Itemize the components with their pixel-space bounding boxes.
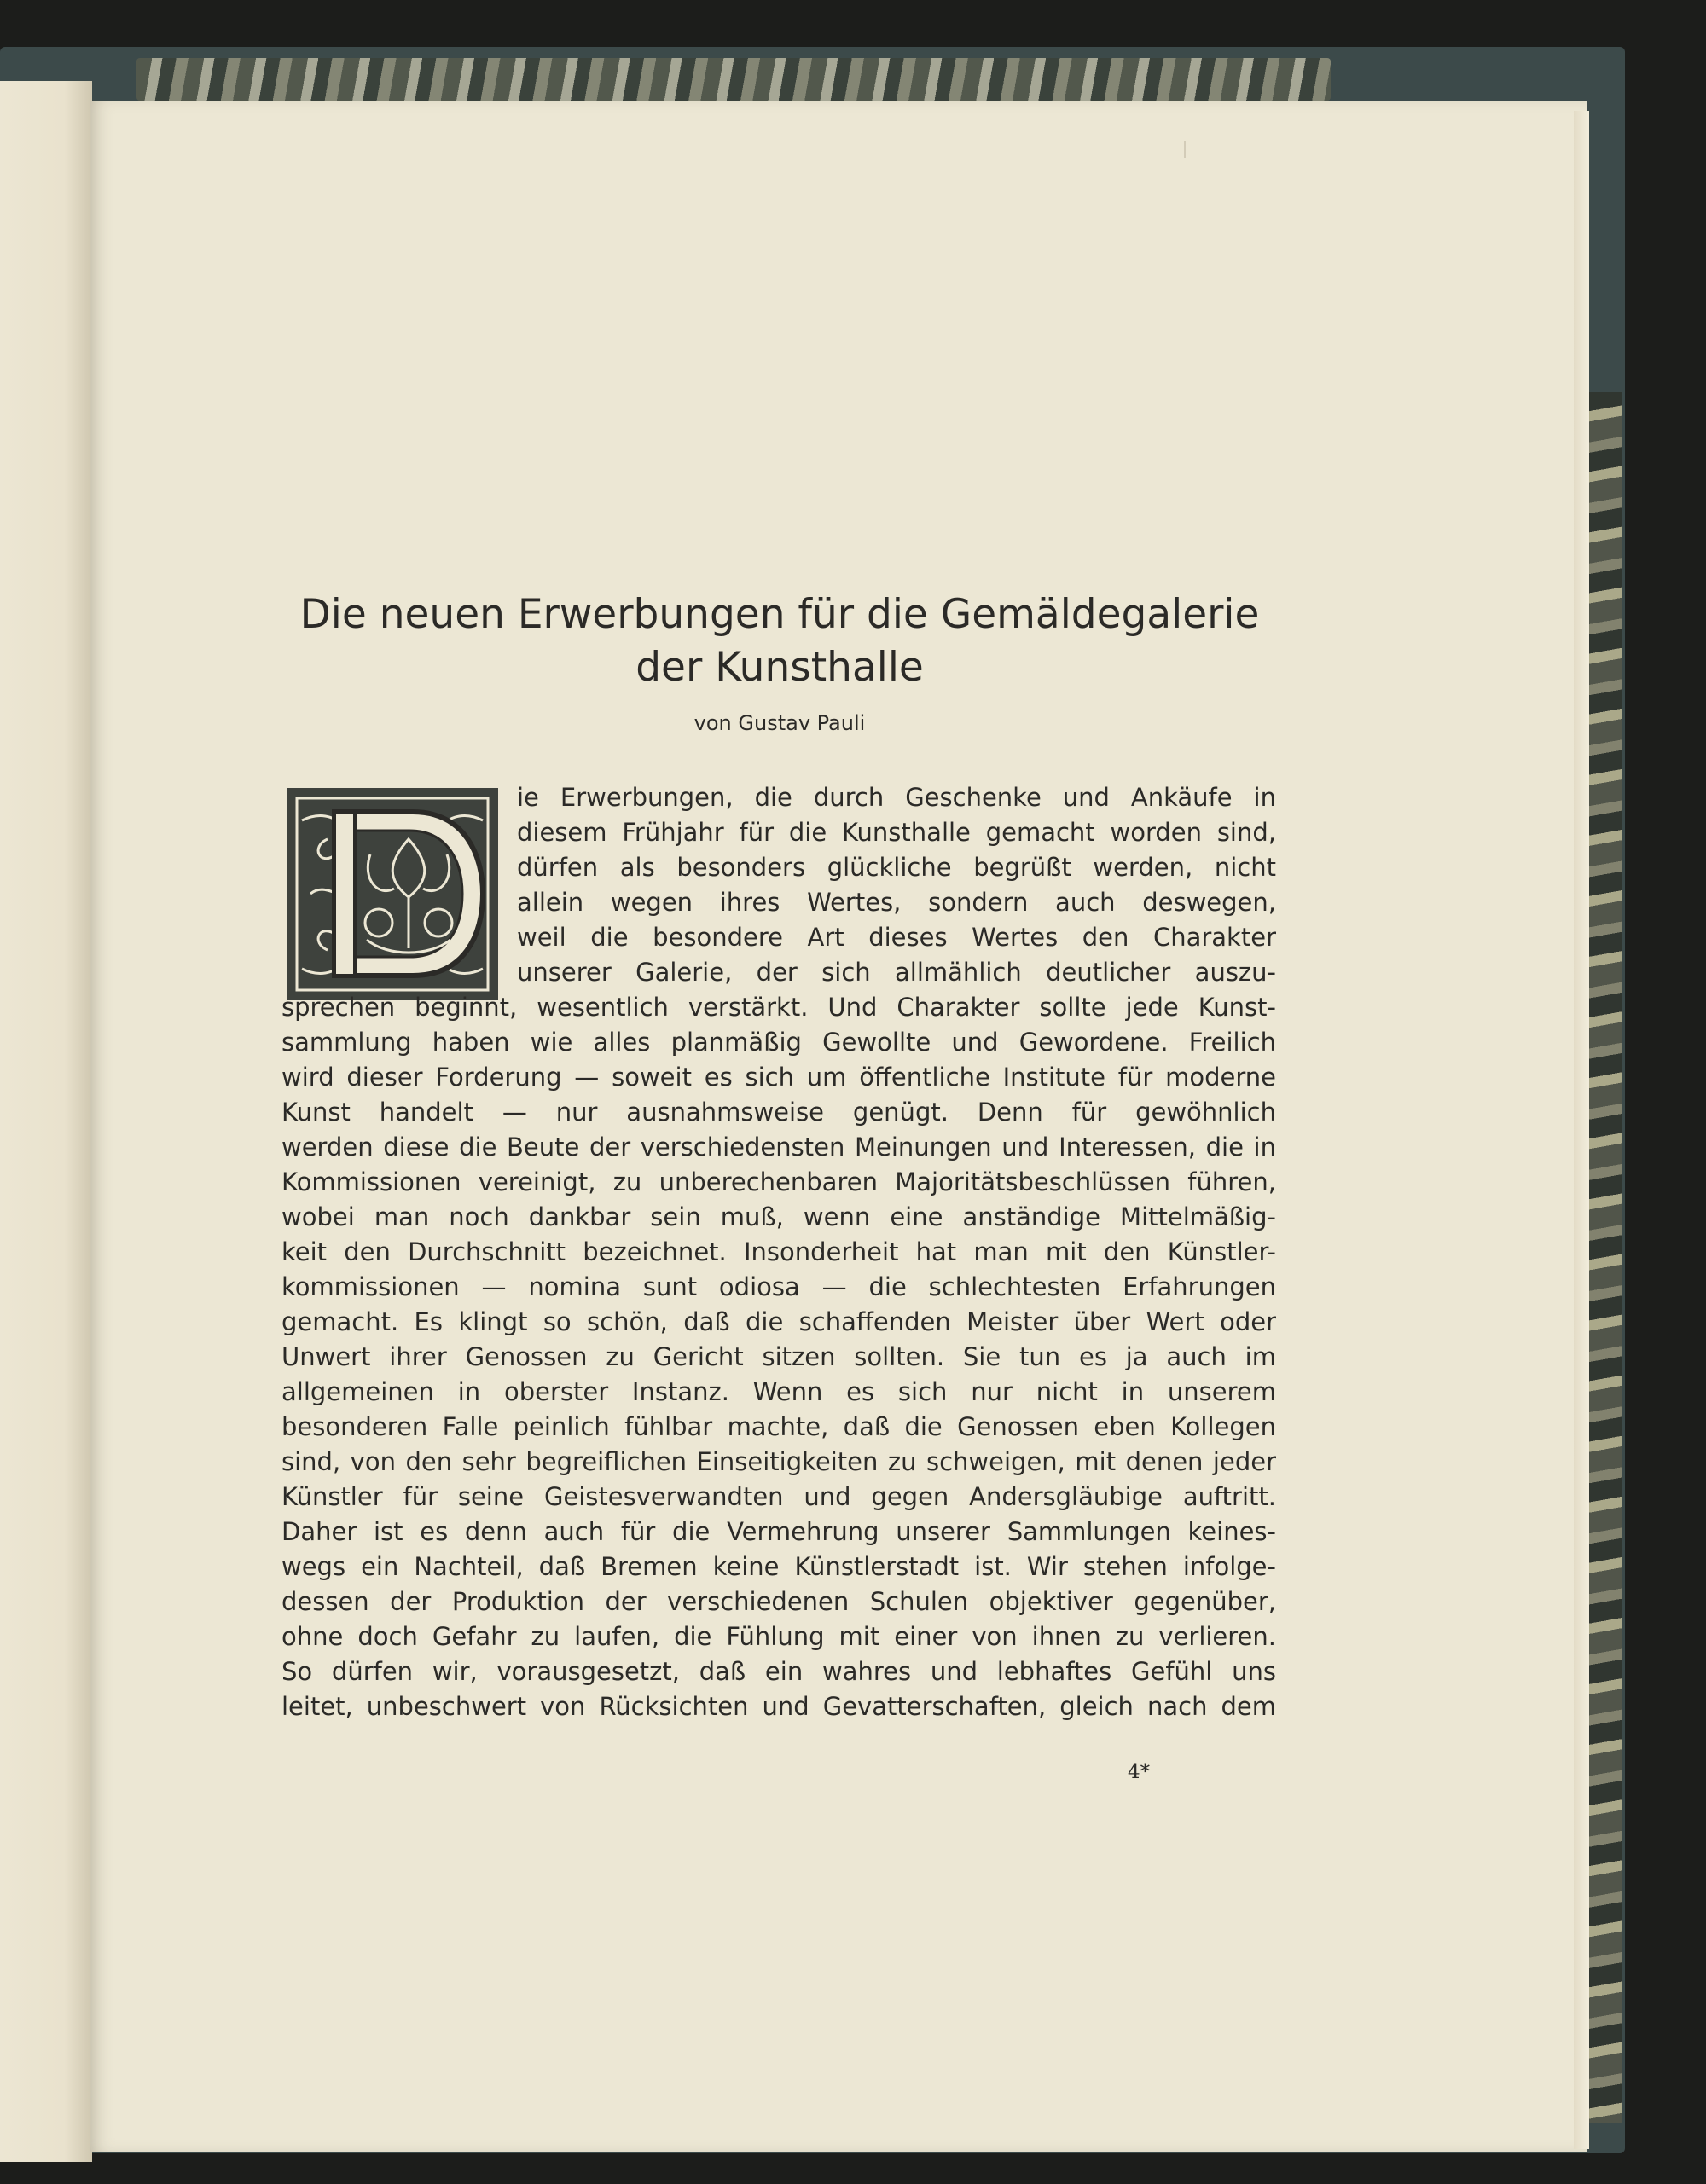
article-title-line-2: der Kunsthalle (635, 644, 924, 691)
body-line: ohne doch Gefahr zu laufen, die Fühlung mit einer von ihnen zu verlieren. (281, 1622, 1276, 1651)
body-line: Kunst handelt — nur ausnahmsweise genügt. Denn für gewöhnlich (281, 1098, 1276, 1127)
signature-mark: 4* (1128, 1761, 1151, 1783)
body-line: diesem Frühjahr für die Kunsthalle gemacht worden sind, (517, 818, 1276, 847)
body-line: wegs ein Nachteil, daß Bremen keine Künstlerstadt ist. Wir stehen infolge- (281, 1552, 1276, 1581)
body-line: keit den Durchschnitt bezeichnet. Insonderheit hat man mit den Künstler- (281, 1237, 1276, 1266)
body-line: allein wegen ihres Wertes, sondern auch deswegen, (517, 888, 1276, 917)
left-page-edge (0, 81, 92, 2162)
body-line: Daher ist es denn auch für die Vermehrung unserer Sammlungen keines- (281, 1517, 1276, 1546)
body-line: leitet, unbeschwert von Rücksichten und Gevatterschaften, gleich nach dem (281, 1692, 1276, 1721)
body-line: weil die besondere Art dieses Wertes den Charakter (517, 923, 1276, 952)
body-line: allgemeinen in oberster Instanz. Wenn es sich nur nicht in unserem (281, 1377, 1276, 1406)
body-line: werden diese die Beute der verschiedensten Meinungen und Interessen, die in (281, 1133, 1276, 1162)
body-line: unserer Galerie, der sich allmählich deutlicher auszu- (517, 958, 1276, 987)
body-line: So dürfen wir, vorausgesetzt, daß ein wahres und lebhaftes Gefühl uns (281, 1657, 1276, 1686)
article-title-line-1: Die neuen Erwerbungen für die Gemäldegalerie (299, 591, 1260, 638)
body-line: wird dieser Forderung — soweit es sich um öffentliche Institute für moderne (281, 1063, 1276, 1092)
article-body (281, 780, 1276, 1724)
body-line: Künstler für seine Geistesverwandten und gegen Andersgläubige auftritt. (281, 1482, 1276, 1511)
body-line: Unwert ihrer Genossen zu Gericht sitzen sollten. Sie tun es ja auch im (281, 1342, 1276, 1371)
body-line: sammlung haben wie alles planmäßig Gewollte und Gewordene. Freilich (281, 1028, 1276, 1057)
body-line: besonderen Falle peinlich fühlbar machte, daß die Genossen eben Kollegen (281, 1412, 1276, 1441)
body-line: sprechen beginnt, wesentlich verstärkt. Und Charakter sollte jede Kunst- (281, 993, 1276, 1022)
body-line: sind, von den sehr begreiflichen Einseitigkeiten zu schweigen, mit denen jeder (281, 1447, 1276, 1476)
pencil-mark (1184, 141, 1189, 158)
marbled-edge-right (1588, 392, 1622, 2123)
body-line: kommissionen — nomina sunt odiosa — die schlechtesten Erfahrungen (281, 1272, 1276, 1301)
body-line: gemacht. Es klingt so schön, daß die schaffenden Meister über Wert oder (281, 1307, 1276, 1336)
article-title (283, 588, 1276, 694)
marbled-edge-top (136, 58, 1331, 101)
body-line: Kommissionen vereinigt, zu unberechenbaren Majoritätsbeschlüssen führen, (281, 1167, 1276, 1196)
body-line: dürfen als besonders glückliche begrüßt werden, nicht (517, 853, 1276, 882)
body-line: dessen der Produktion der verschiedenen Schulen objektiver gegenüber, (281, 1587, 1276, 1616)
page-edge-right (1574, 111, 1589, 2149)
body-line: wobei man noch dankbar sein muß, wenn eine anständige Mittelmäßig- (281, 1202, 1276, 1231)
article-author: von Gustav Pauli (693, 711, 866, 735)
body-line: ie Erwerbungen, die durch Geschenke und Ankäufe in (517, 783, 1276, 812)
